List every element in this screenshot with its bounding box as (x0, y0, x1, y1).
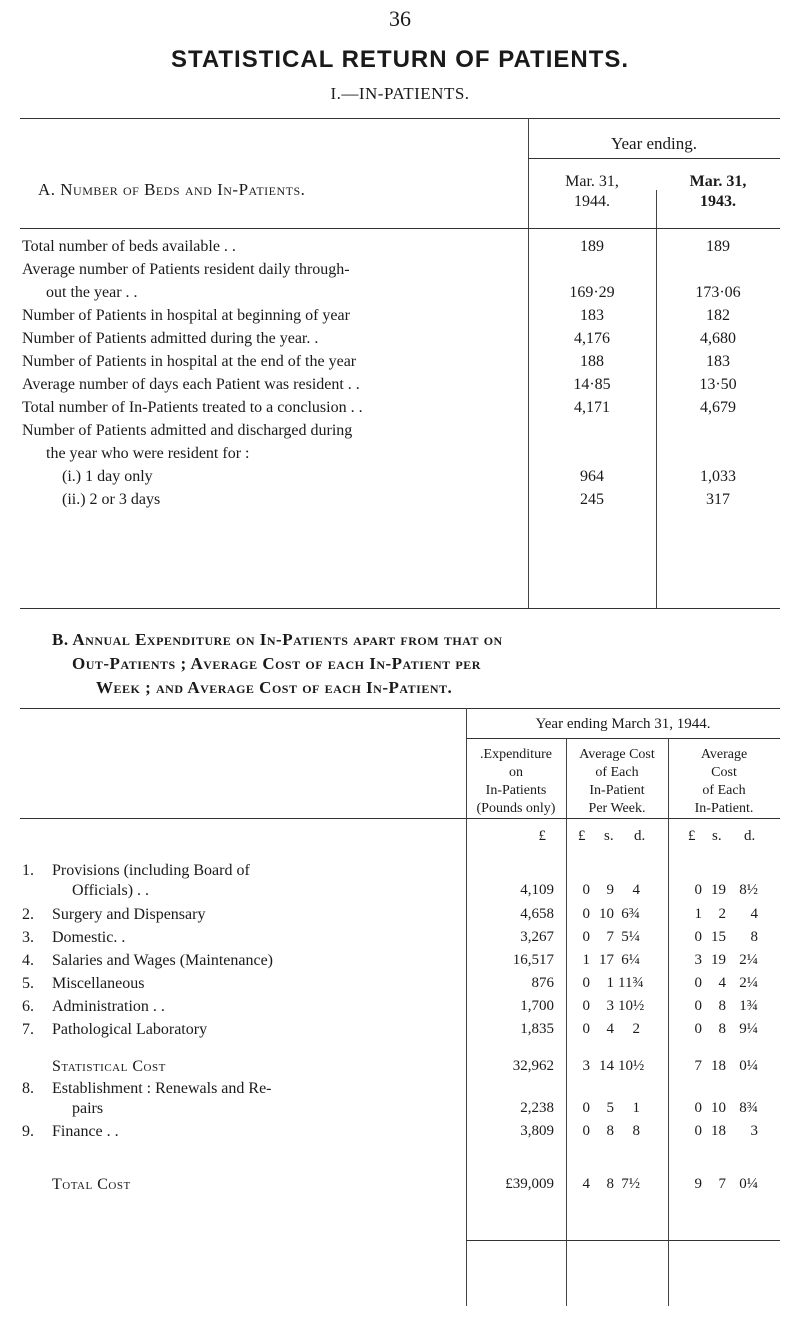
week-cost-pounds: 0 (582, 998, 590, 1014)
each-cost-shillings: 15 (711, 929, 726, 945)
value-1944: 4,171 (574, 399, 610, 416)
week-cost-pence: 8 (632, 1123, 640, 1139)
week-cost-pounds: 0 (582, 1100, 590, 1116)
each-cost-pence: 0¼ (739, 1176, 758, 1192)
week-cost-pounds: 0 (582, 975, 590, 991)
row-label: Average number of days each Patient was resident . . (22, 376, 360, 393)
row-label: Number of Patients admitted during the year. . (22, 330, 319, 347)
each-cost-shillings: 18 (711, 1058, 726, 1074)
each-cost-pence: 2¼ (739, 952, 758, 968)
row-label-cont: pairs (72, 1100, 104, 1117)
week-cost-shillings: 1 (606, 975, 614, 991)
header-line: In-Patient. (694, 801, 754, 816)
header-line: Cost (711, 765, 737, 780)
value-1944: 14·85 (573, 376, 611, 393)
week-cost-pence: 6¾ (621, 906, 640, 922)
each-cost-pounds: 0 (694, 1100, 702, 1116)
rule (528, 158, 780, 159)
expenditure-value: 3,809 (520, 1123, 554, 1139)
expenditure-value: 3,267 (520, 929, 554, 945)
header-line: of Each (595, 765, 639, 780)
week-cost-shillings: 14 (599, 1058, 614, 1074)
week-cost-pence: 1 (632, 1100, 640, 1116)
row-label: Provisions (including Board of (52, 862, 250, 879)
each-cost-pence: 3 (750, 1123, 758, 1139)
rule (20, 708, 780, 709)
row-label: Pathological Laboratory (52, 1021, 208, 1038)
week-cost-pence: 11¾ (618, 975, 644, 991)
unit-pounds: £ (538, 828, 546, 844)
row-label: Number of Patients in hospital at the end of the year (22, 353, 357, 370)
rule (20, 118, 780, 119)
value-1943: 13·50 (699, 376, 737, 393)
rule (20, 608, 780, 609)
each-cost-shillings: 2 (718, 906, 726, 922)
each-cost-shillings: 19 (711, 952, 726, 968)
value-1944: 183 (580, 307, 604, 324)
each-cost-pounds: 0 (694, 998, 702, 1014)
row-label: Miscellaneous (52, 975, 145, 992)
row-label: Total number of In-Patients treated to a conclusion . . (22, 399, 363, 416)
expenditure-value: 16,517 (512, 952, 554, 968)
unit-pounds-week: £ (578, 828, 586, 844)
header-line: on (509, 765, 523, 780)
row-number: 4. (22, 952, 34, 969)
header-line: of Each (702, 783, 746, 798)
week-cost-pence: 10½ (618, 1058, 645, 1074)
row-number: 5. (22, 975, 34, 992)
week-cost-pounds: 0 (582, 929, 590, 945)
row-label: the year who were resident for : (46, 445, 250, 462)
expenditure-value: 876 (531, 975, 554, 991)
col-header-cost-each (668, 746, 780, 818)
each-cost-pounds: 0 (694, 975, 702, 991)
row-label: Statistical Cost (52, 1058, 166, 1075)
value-1944: 245 (580, 491, 604, 508)
header-line: Average Cost (579, 747, 655, 762)
page-title: STATISTICAL RETURN OF PATIENTS. (170, 46, 630, 73)
col-header-expenditure (466, 746, 566, 818)
week-cost-pounds: 1 (582, 952, 590, 968)
row-label: Salaries and Wages (Maintenance) (52, 952, 273, 969)
each-cost-pence: 9¼ (739, 1021, 758, 1037)
each-cost-shillings: 4 (718, 975, 726, 991)
expenditure-value: 1,700 (520, 998, 554, 1014)
each-cost-pence: 2¼ (739, 975, 758, 991)
row-label: (i.) 1 day only (62, 468, 153, 485)
unit-shillings-week: s. (604, 828, 614, 844)
each-cost-pence: 8 (750, 929, 758, 945)
row-label: Establishment : Renewals and Re- (52, 1080, 272, 1097)
year-ending-march-header: Year ending March 31, 1944. (535, 716, 711, 732)
week-cost-shillings: 7 (606, 929, 614, 945)
value-1943: 317 (706, 491, 730, 508)
expenditure-value: 2,238 (520, 1100, 554, 1116)
col-header-1943: Mar. 31, 1943. (689, 173, 747, 210)
value-1943: 189 (706, 238, 730, 255)
row-number: 3. (22, 929, 34, 946)
year-ending-header: Year ending. (610, 134, 698, 153)
row-number: 9. (22, 1123, 34, 1140)
value-1943: 1,033 (700, 468, 736, 485)
value-1944: 964 (580, 468, 604, 485)
unit-pounds-each: £ (688, 828, 696, 844)
header-line: In-Patients (485, 783, 547, 798)
each-cost-shillings: 18 (711, 1123, 726, 1139)
section-b-heading-line2: Out-Patients ; Average Cost of each In-Patient per (72, 654, 481, 673)
row-label: Average number of Patients resident daily through- (22, 261, 350, 278)
value-1944: 189 (580, 238, 604, 255)
each-cost-pence: 0¼ (739, 1058, 758, 1074)
each-cost-shillings: 10 (711, 1100, 726, 1116)
col-header-1944: Mar. 31, 1944. (565, 173, 619, 210)
value-1944: 169·29 (569, 284, 615, 301)
week-cost-shillings: 8 (606, 1176, 614, 1192)
week-cost-pounds: 4 (582, 1176, 590, 1192)
each-cost-pence: 1¾ (739, 998, 758, 1014)
row-label: out the year . . (46, 284, 138, 301)
expenditure-value: £39,009 (505, 1176, 554, 1192)
value-1943: 4,680 (700, 330, 736, 347)
rule (668, 738, 669, 1306)
expenditure-value: 1,835 (520, 1021, 554, 1037)
value-1943: 182 (706, 307, 730, 324)
week-cost-pounds: 0 (582, 1021, 590, 1037)
rule (20, 228, 780, 229)
each-cost-pounds: 7 (694, 1058, 702, 1074)
rule (466, 738, 780, 739)
rule (566, 738, 567, 1306)
total-rule (566, 1240, 780, 1241)
week-cost-shillings: 17 (599, 952, 614, 968)
each-cost-pounds: 3 (694, 952, 702, 968)
row-label: Domestic. . (52, 929, 126, 946)
expenditure-value: 32,962 (512, 1058, 554, 1074)
total-rule (466, 1240, 566, 1241)
week-cost-pence: 2 (632, 1021, 640, 1037)
each-cost-pence: 8¾ (739, 1100, 758, 1116)
row-label: Finance . . (52, 1123, 119, 1140)
row-label-cont: Officials) . . (72, 882, 150, 899)
row-label: Surgery and Dispensary (52, 906, 206, 923)
page-number: 36 (389, 6, 411, 31)
each-cost-pence: 8½ (739, 882, 758, 898)
each-cost-shillings: 19 (711, 882, 726, 898)
week-cost-pence: 7½ (621, 1176, 640, 1192)
value-1943: 173·06 (695, 284, 741, 301)
unit-pence-week: d. (634, 828, 646, 844)
week-cost-shillings: 8 (606, 1123, 614, 1139)
each-cost-pounds: 0 (694, 1123, 702, 1139)
each-cost-shillings: 8 (718, 1021, 726, 1037)
row-label: Total number of beds available . . (22, 238, 236, 255)
each-cost-pounds: 1 (694, 906, 702, 922)
col-header-cost-per-week (566, 746, 668, 818)
row-number: 8. (22, 1080, 34, 1097)
expenditure-value: 4,658 (520, 906, 554, 922)
week-cost-shillings: 3 (606, 998, 614, 1014)
row-label: Number of Patients in hospital at beginning of year (22, 307, 350, 324)
week-cost-pounds: 0 (582, 1123, 590, 1139)
section-a-heading: A. Number of Beds and In-Patients. (38, 180, 306, 199)
section-b-heading-line3: Week ; and Average Cost of each In-Patient. (96, 678, 453, 697)
row-label: (ii.) 2 or 3 days (62, 491, 161, 508)
each-cost-pounds: 0 (694, 1021, 702, 1037)
unit-shillings-each: s. (712, 828, 722, 844)
section-b-heading-line1: B. Annual Expenditure on In-Patients apart from that on (52, 630, 503, 649)
row-label: Administration . . (52, 998, 165, 1015)
value-1944: 188 (580, 353, 604, 370)
row-number: 2. (22, 906, 34, 923)
week-cost-shillings: 10 (599, 906, 614, 922)
week-cost-pence: 5¼ (621, 929, 640, 945)
week-cost-pence: 10½ (618, 998, 645, 1014)
expenditure-value: 4,109 (520, 882, 554, 898)
value-1943: 183 (706, 353, 730, 370)
row-number: 6. (22, 998, 34, 1015)
each-cost-pounds: 0 (694, 882, 702, 898)
row-number: 7. (22, 1021, 34, 1038)
row-number: 1. (22, 862, 34, 879)
week-cost-pounds: 0 (582, 906, 590, 922)
week-cost-pounds: 3 (582, 1058, 590, 1074)
week-cost-shillings: 5 (606, 1100, 614, 1116)
value-1944: 4,176 (574, 330, 610, 347)
header-line: Per Week. (588, 801, 646, 816)
rule (20, 818, 780, 819)
week-cost-shillings: 9 (606, 882, 614, 898)
value-1943: 4,679 (700, 399, 736, 416)
week-cost-pence: 4 (632, 882, 640, 898)
week-cost-shillings: 4 (606, 1021, 614, 1037)
row-label: Number of Patients admitted and discharged during (22, 422, 353, 439)
each-cost-pounds: 0 (694, 929, 702, 945)
section-subtitle: I.—IN-PATIENTS. (330, 84, 470, 103)
week-cost-pence: 6¼ (621, 952, 640, 968)
each-cost-shillings: 8 (718, 998, 726, 1014)
row-label: Total Cost (52, 1176, 131, 1193)
header-line: In-Patient (589, 783, 645, 798)
header-line: Average (700, 747, 748, 762)
each-cost-pence: 4 (750, 906, 758, 922)
each-cost-pounds: 9 (694, 1176, 702, 1192)
each-cost-shillings: 7 (718, 1176, 726, 1192)
header-line: (Pounds only) (476, 801, 556, 816)
week-cost-pounds: 0 (582, 882, 590, 898)
unit-pence-each: d. (744, 828, 756, 844)
header-line: .Expenditure (480, 747, 552, 762)
